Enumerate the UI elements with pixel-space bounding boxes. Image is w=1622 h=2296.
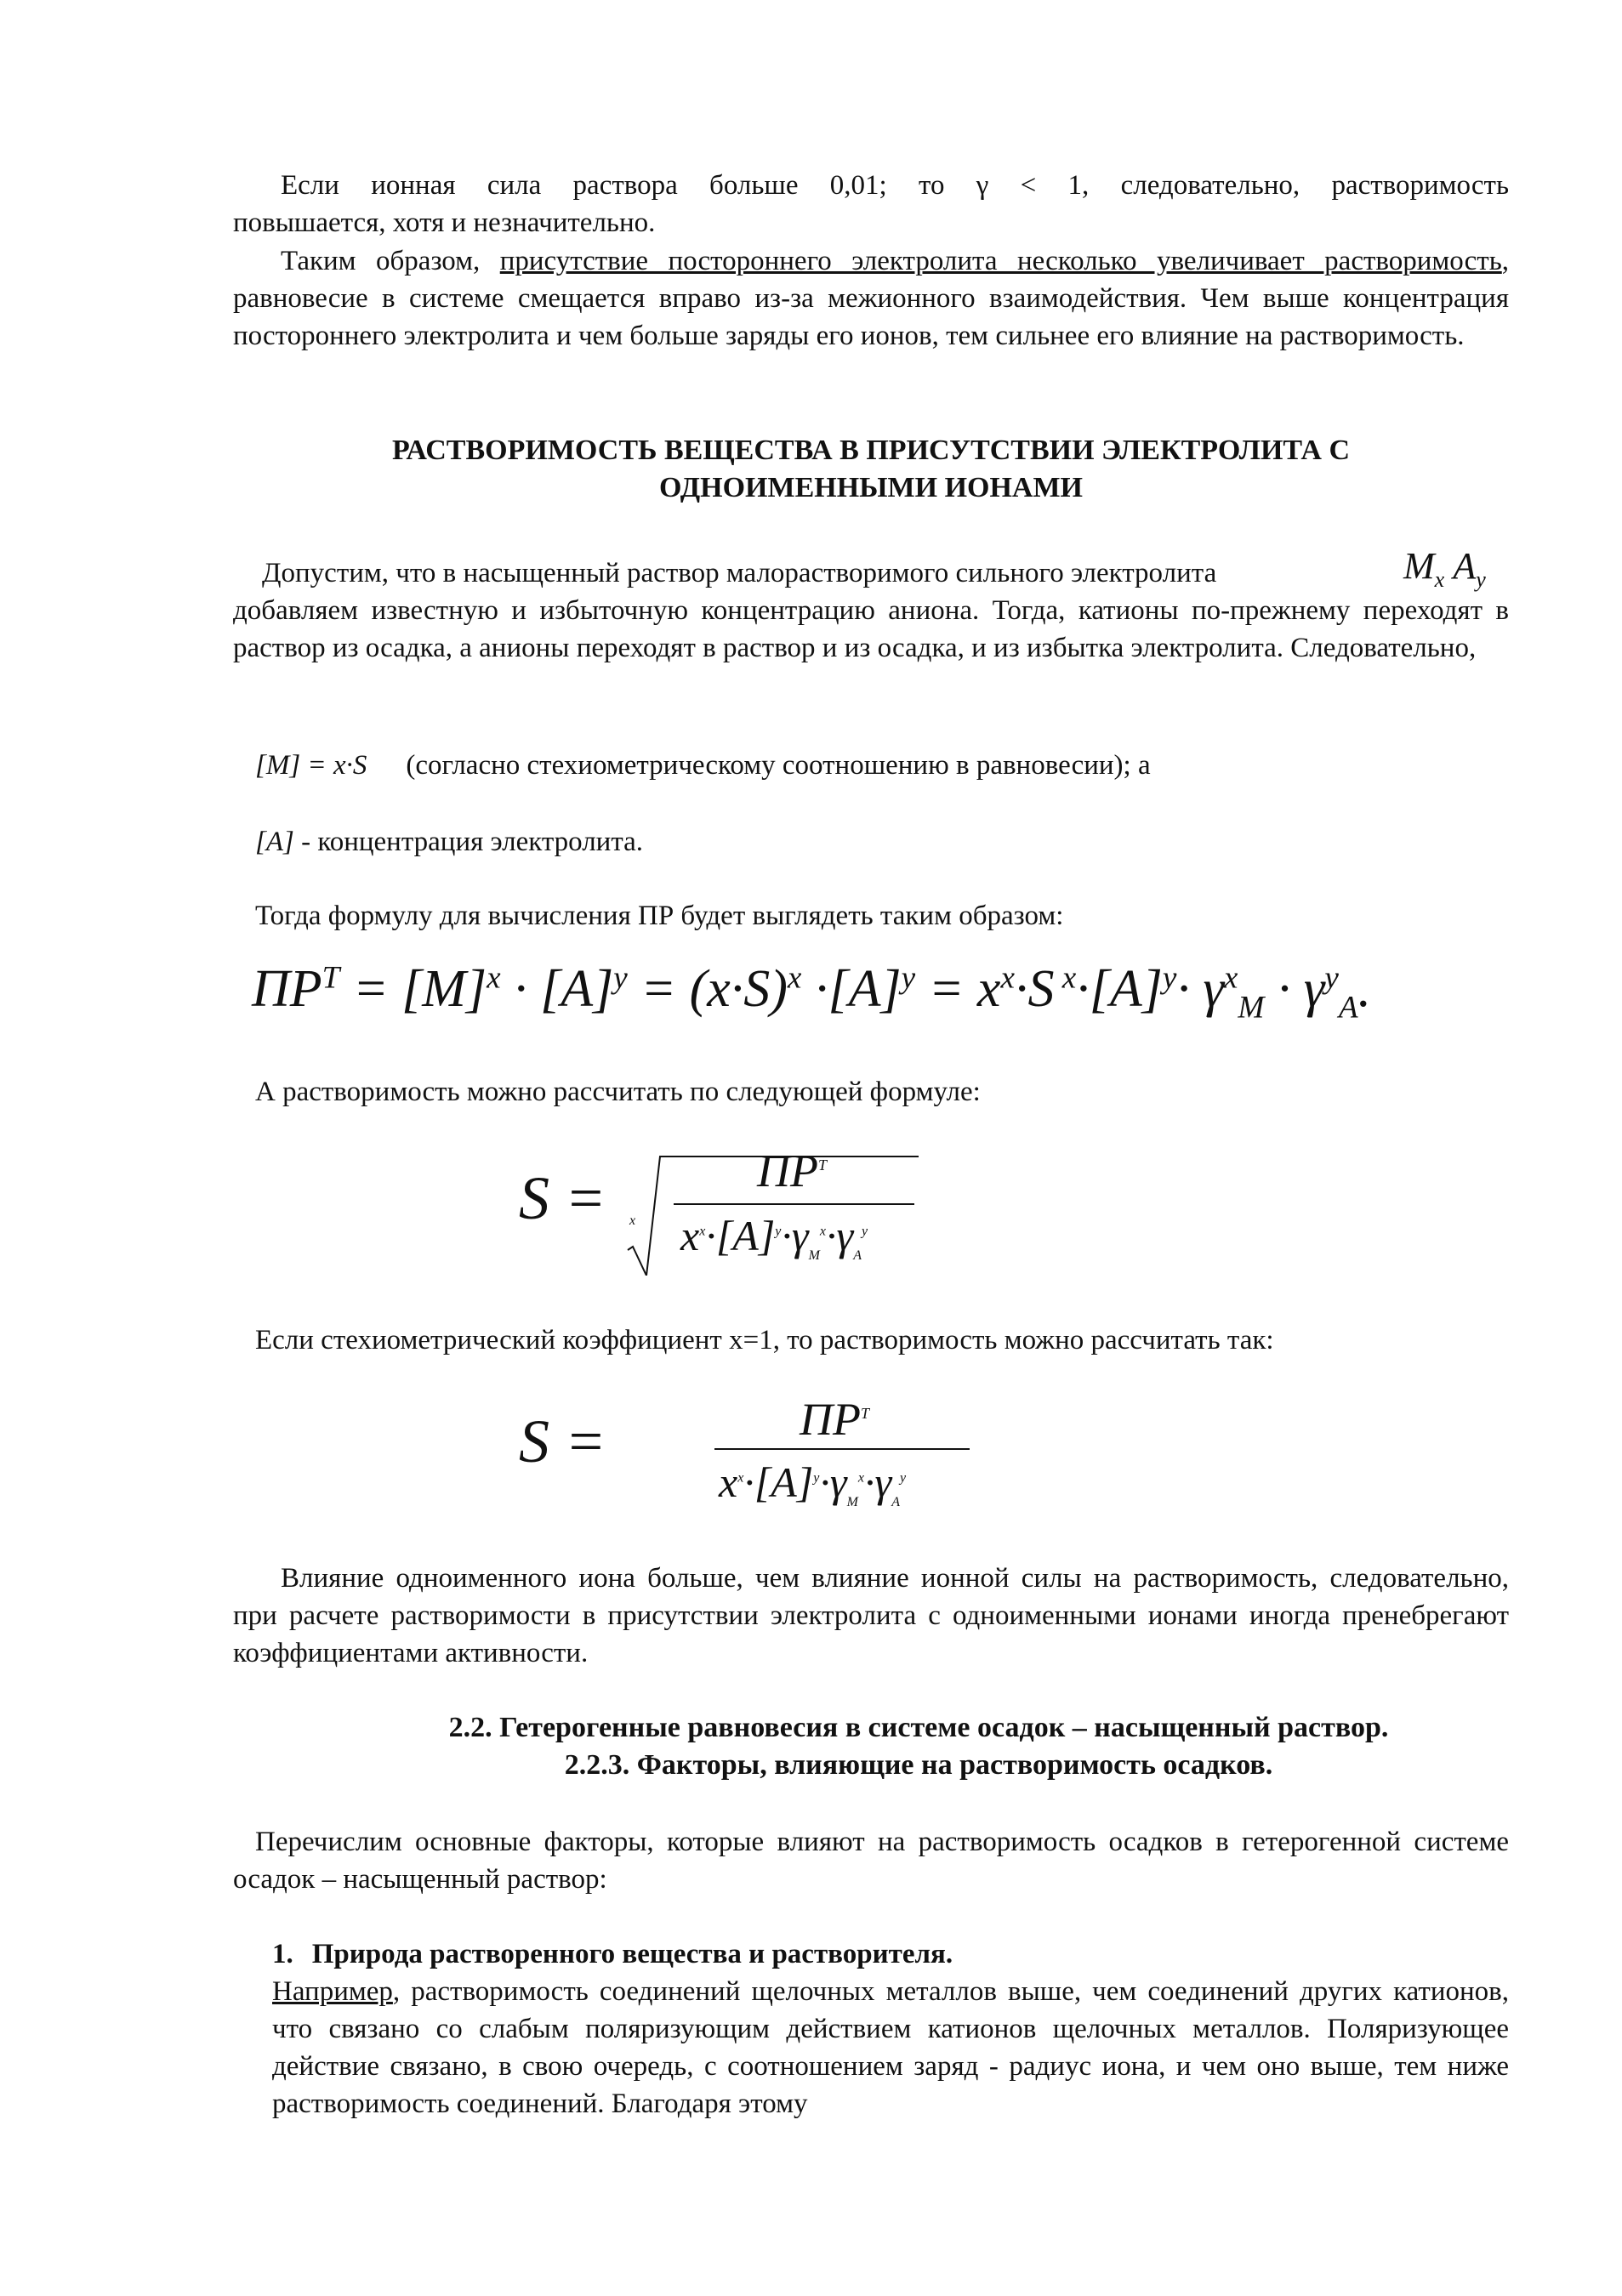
paragraph-common-ion [233, 1560, 1509, 1672]
paragraph-line: Перечислим основные факторы, которые влияют на растворимость осадков в гетерогенной системе осадок – насыщенный раствор: [233, 1827, 1509, 1895]
paragraph-line: Тогда формулу для вычисления ПР будет выглядеть таким образом: [255, 901, 1064, 931]
list-title: Природа растворенного вещества и растворителя. [311, 1939, 953, 1969]
paragraph-rest: добавляем известную и избыточную концентрацию аниона. Тогда, катионы по-прежнему переходят в раствор из осадка, а анионы переходят в раствор и из осадка, и из избытка электролита. Следовательно, [233, 595, 1509, 663]
list-item-title [272, 1935, 953, 1973]
paragraph-line: Допустим, что в насыщенный раствор малорастворимого сильного электролита [262, 558, 1217, 588]
formula-denominator: $x^x\cdot[A]^y\cdot\gamma_M^x\cdot\gamma_A^y$ [719, 1458, 907, 1509]
paragraph-saturated-solution [233, 554, 1364, 592]
formula-solubility-root [510, 1139, 919, 1284]
underlined-statement: присутствие постороннего электролита несколько увеличивает растворимость [499, 246, 1502, 276]
formula-solubility-product: $ПР^T = [M]^x \cdot [A]^y = (x\cdot S)^x \cdot[A]^y = x^x\cdot S$ $^x\cdot[A]^y\cdot \gamma^x_M \cdot \gamma^y_A$. [252, 960, 1372, 1026]
formula-solubility-simple [510, 1386, 987, 1522]
heading-line: 2.2.3. Факторы, влияющие на растворимость осадков. [564, 1749, 1273, 1781]
equation-a [255, 823, 643, 861]
paragraph-line: повышается, хотя и незначительно. [233, 207, 656, 238]
equation-comment: - концентрация электролита. [293, 827, 644, 857]
paragraph-rest: , равновесие в системе смещается вправо из-за межионного взаимодействия. Чем выше концентрация постороннего электролита и чем больше заряды его ионов, тем сильнее его влияние на растворимость. [233, 246, 1509, 351]
svg-text:x: x [629, 1213, 636, 1228]
paragraph-ionic-strength [233, 167, 1509, 204]
paragraph-ionic-strength-cont [233, 204, 1509, 242]
paragraph-line: Если ионная сила раствора больше 0,01; то γ < 1, следовательно, растворимость [281, 170, 1509, 201]
paragraph-solubility-intro [255, 1073, 981, 1111]
paragraph-coefficient [255, 1321, 1274, 1359]
formula-numerator: $ПР^T$ [800, 1394, 869, 1445]
formula-lhs: S = [519, 1407, 606, 1475]
formula-lhs: S = [519, 1164, 606, 1232]
numerator-pr: ПР [800, 1394, 861, 1445]
list-item-body [272, 1973, 1509, 2123]
heading-line: РАСТВОРИМОСТЬ ВЕЩЕСТВА В ПРИСУТСТВИИ ЭЛЕКТРОЛИТА С [391, 435, 1351, 466]
fraction-bar [714, 1447, 970, 1451]
paragraph-foreign-electrolyte [233, 242, 1509, 355]
paragraph-saturated-solution-cont [233, 592, 1509, 667]
formula-mx-ay: $M_x$ $A_y$ [1403, 545, 1486, 592]
numerator-pr: ПР [757, 1145, 818, 1196]
underlined-example: Например [272, 1976, 393, 2007]
equation-comment: (согласно стехиометрическому соотношению в равновесии); а [406, 750, 1151, 781]
formula-a: [A] [255, 827, 294, 857]
paragraph-line: Влияние одноименного иона больше, чем влияние ионной силы на растворимость, следовательно, при расчете растворимости в присутствии электролита с одноименными ионами иногда пренебрегают коэффициентами активности. [233, 1563, 1509, 1668]
heading-line: ОДНОИМЕННЫМИ ИОНАМИ [659, 472, 1083, 503]
section-heading-2-2-3 [323, 1747, 1514, 1784]
formula-m: [M] = x·S [255, 750, 367, 781]
equation-m [255, 747, 1151, 784]
section-heading-2-2 [323, 1709, 1514, 1747]
paragraph-line: Если стехиометрический коэффициент x=1, то растворимость можно рассчитать так: [255, 1325, 1274, 1355]
section-heading-cont [233, 469, 1509, 507]
list-number: 1. [272, 1939, 293, 1969]
list-body-text: , растворимость соединений щелочных металлов выше, чем соединений других катионов, что связано со слабым поляризующим действием катионов щелочных металлов. Поляризующее действие связано, в свою очередь, с соотношением заряд - радиус иона, и чем оно выше, тем ниже растворимость соединений. Благодаря этому [272, 1976, 1509, 2119]
section-heading [233, 432, 1509, 469]
formula-denominator: $x^x\cdot[A]^y\cdot\gamma_M^x\cdot\gamma_A^y$ [680, 1212, 868, 1263]
formula-numerator: $ПР^T$ [757, 1145, 827, 1196]
heading-line: 2.2. Гетерогенные равновесия в системе осадок – насыщенный раствор. [448, 1712, 1389, 1743]
paragraph-factors [233, 1823, 1509, 1898]
paragraph-pr-intro [255, 897, 1063, 935]
paragraph-lead: Таким образом, [281, 246, 500, 276]
paragraph-line: А растворимость можно рассчитать по следующей формуле: [255, 1077, 981, 1107]
